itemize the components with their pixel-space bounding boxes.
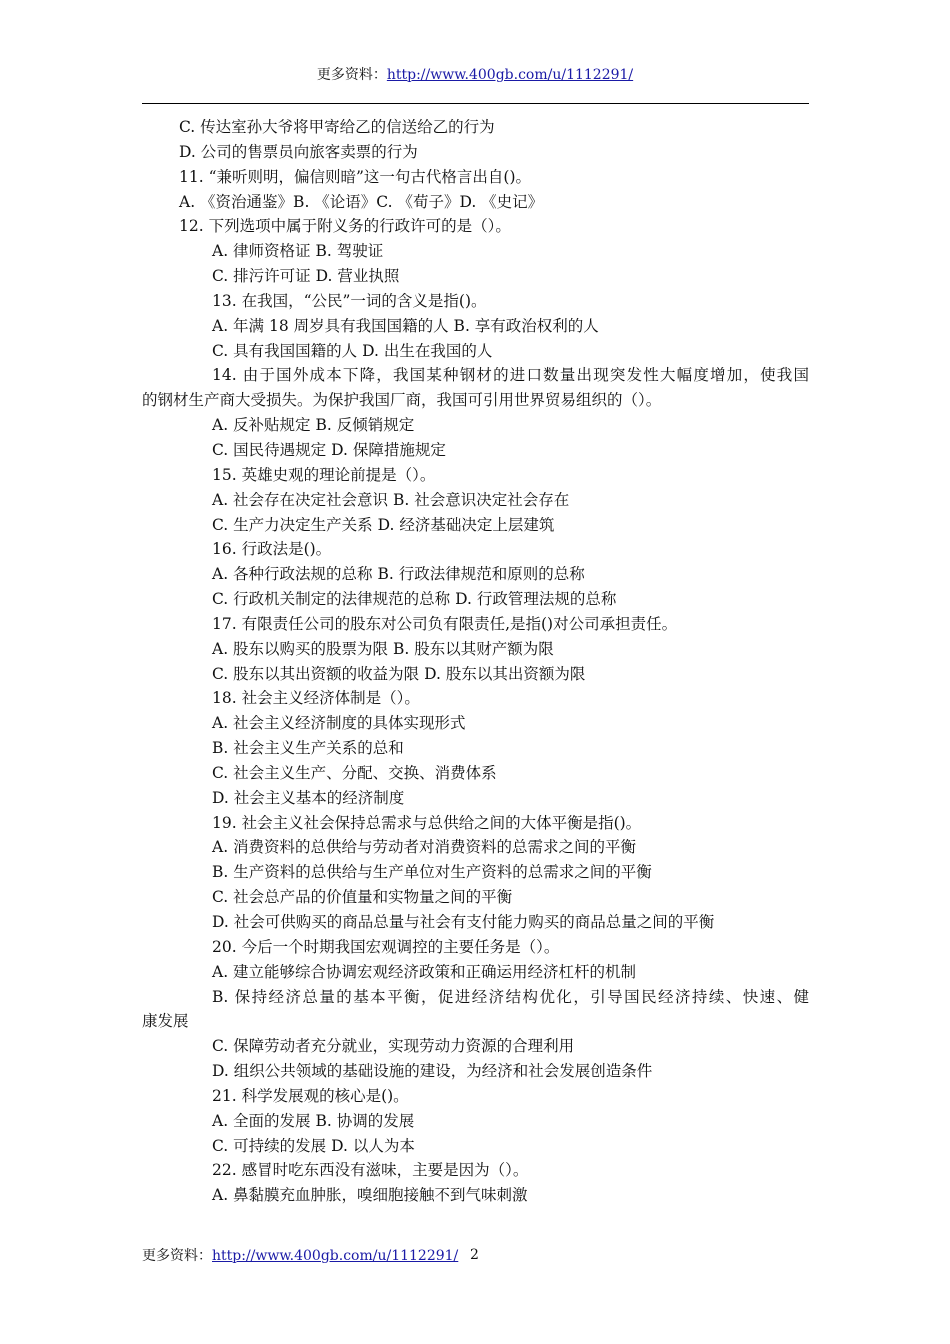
text-line: D. 社会可供购买的商品总量与社会有支付能力购买的商品总量之间的平衡	[212, 913, 715, 931]
text-line: C. 生产力决定生产关系 D. 经济基础决定上层建筑	[212, 515, 555, 534]
text-line: 21. 科学发展观的核心是()。	[212, 1086, 409, 1105]
text-line: C. 社会主义生产、分配、交换、消费体系	[212, 763, 497, 782]
text-line: 14. 由于国外成本下降，我国某种钢材的进口数量出现突发性大幅度增加，使我国	[212, 366, 809, 385]
text-line: A. 社会主义经济制度的具体实现形式	[212, 714, 466, 733]
document-body	[142, 115, 809, 1208]
text-line: A. 各种行政法规的总称 B. 行政法律规范和原则的总称	[212, 565, 585, 584]
text-line: C. 国民待遇规定 D. 保障措施规定	[212, 440, 446, 459]
text-line: C. 传达室孙大爷将甲寄给乙的信送给乙的行为	[179, 118, 495, 136]
text-line: D. 社会主义基本的经济制度	[212, 788, 405, 807]
text-line: 18. 社会主义经济体制是（）。	[212, 689, 420, 708]
text-line: A. 股东以购买的股票为限 B. 股东以其财产额为限	[212, 639, 554, 658]
text-line: 12. 下列选项中属于附义务的行政许可的是（）。	[179, 217, 511, 236]
text-line: C. 具有我国国籍的人 D. 出生在我国的人	[212, 341, 493, 360]
text-line: C. 可持续的发展 D. 以人为本	[212, 1136, 415, 1155]
text-line: 20. 今后一个时期我国宏观调控的主要任务是（）。	[212, 937, 560, 956]
header-link[interactable]: http://www.400gb.com/u/1112291/	[386, 67, 634, 83]
page-footer	[142, 1247, 458, 1265]
text-line: 的钢材生产商大受损失。为保护我国厂商，我国可引用世界贸易组织的（）。	[142, 391, 662, 410]
text-line: C. 排污许可证 D. 营业执照	[212, 267, 400, 286]
text-line: 17. 有限责任公司的股东对公司负有限责任,是指()对公司承担责任。	[212, 614, 678, 633]
footer-label: 更多资料：	[142, 1248, 212, 1264]
text-line: 16. 行政法是()。	[212, 540, 332, 559]
footer-link[interactable]: http://www.400gb.com/u/1112291/	[212, 1248, 459, 1264]
text-line: D. 公司的售票员向旅客卖票的行为	[179, 142, 418, 161]
text-line: A. 鼻黏膜充血肿胀，嗅细胞接触不到气味刺激	[212, 1186, 528, 1205]
page-number: 2	[470, 1247, 479, 1263]
text-line: 康发展	[142, 1012, 189, 1031]
text-line: D. 组织公共领域的基础设施的建设，为经济和社会发展创造条件	[212, 1062, 653, 1081]
text-line: C. 行政机关制定的法律规范的总称 D. 行政管理法规的总称	[212, 590, 617, 609]
text-line: A. 年满 18 周岁具有我国国籍的人 B. 享有政治权利的人	[212, 316, 599, 335]
text-line: 22. 感冒时吃东西没有滋味，主要是因为（）。	[212, 1161, 529, 1180]
text-line: A. 消费资料的总供给与劳动者对消费资料的总需求之间的平衡	[212, 838, 637, 857]
text-line: C. 股东以其出资额的收益为限 D. 股东以其出资额为限	[212, 664, 586, 683]
header-divider	[142, 103, 809, 104]
text-line: A. 《资治通鉴》B. 《论语》C. 《荀子》D. 《史记》	[179, 192, 544, 211]
text-line: B. 保持经济总量的基本平衡，促进经济结构优化，引导国民经济持续、快速、健	[212, 987, 809, 1006]
text-line: B. 生产资料的总供给与生产单位对生产资料的总需求之间的平衡	[212, 863, 652, 882]
page-header	[0, 66, 950, 84]
text-line: A. 社会存在决定社会意识 B. 社会意识决定社会存在	[212, 490, 570, 509]
text-line: C. 社会总产品的价值量和实物量之间的平衡	[212, 888, 513, 907]
text-line: 13. 在我国，“公民”一词的含义是指()。	[212, 291, 487, 310]
text-line: 15. 英雄史观的理论前提是（）。	[212, 465, 436, 484]
text-line: 19. 社会主义社会保持总需求与总供给之间的大体平衡是指()。	[212, 813, 642, 832]
text-line: 11. “兼听则明，偏信则暗”这一句古代格言出自()。	[179, 167, 532, 186]
header-label: 更多资料：	[316, 67, 387, 83]
text-line: A. 全面的发展 B. 协调的发展	[212, 1111, 415, 1130]
text-line: A. 建立能够综合协调宏观经济政策和正确运用经济杠杆的机制	[212, 962, 637, 981]
text-line: B. 社会主义生产关系的总和	[212, 739, 404, 758]
text-line: A. 律师资格证 B. 驾驶证	[212, 242, 384, 261]
text-line: A. 反补贴规定 B. 反倾销规定	[212, 416, 415, 435]
text-line: C. 保障劳动者充分就业，实现劳动力资源的合理利用	[212, 1037, 575, 1056]
